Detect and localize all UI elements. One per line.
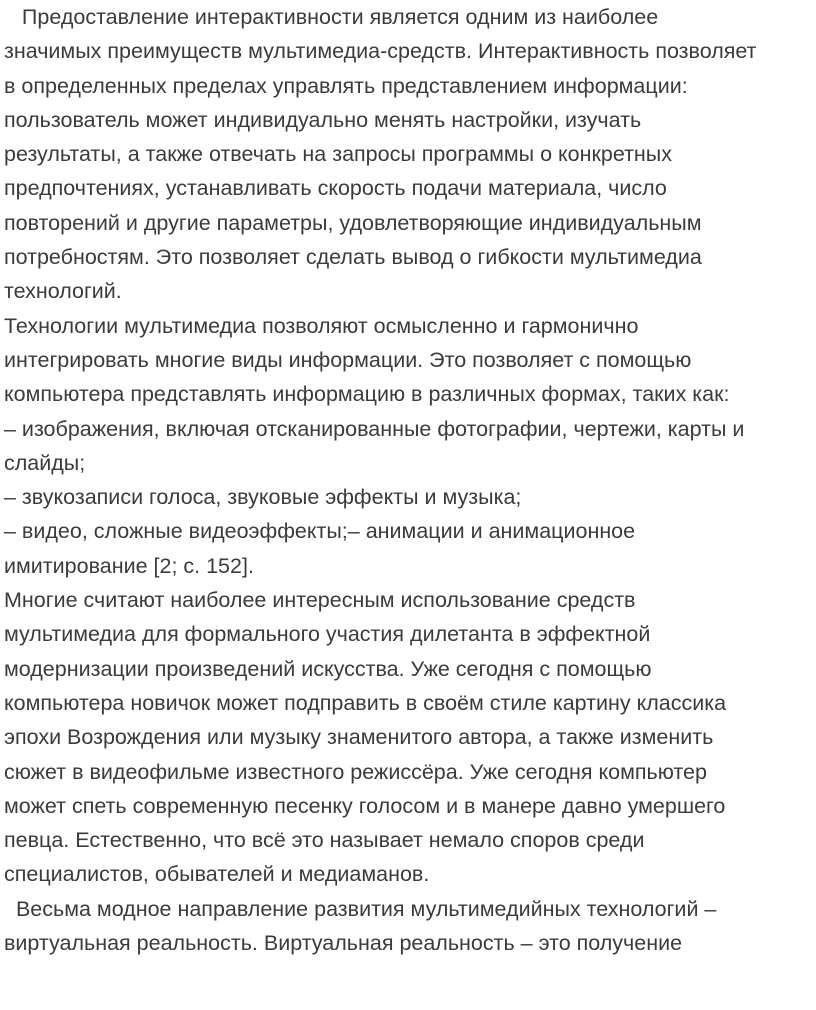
text-line-2: значимых преимуществ мультимедиа-средств. Интерактивность позволяет xyxy=(4,39,757,64)
text-line-9: технологий. xyxy=(4,279,122,304)
text-line-24: может спеть современную песенку голосом и в манере давно умершего xyxy=(4,793,726,818)
text-line-14: слайды; xyxy=(4,450,86,475)
text-line-6: предпочтениях, устанавливать скорость подачи материала, число xyxy=(4,176,667,201)
text-line-18: Многие считают наиболее интересным использование средств xyxy=(4,588,636,613)
text-line-20: модернизации произведений искусства. Уже сегодня с помощью xyxy=(4,656,652,681)
text-line-16: – видео, сложные видеоэффекты;– анимации и анимационное xyxy=(4,519,636,544)
text-line-12: компьютера представлять информацию в различных формах, таких как: xyxy=(4,382,730,407)
text-line-13: – изображения, включая отсканированные фотографии, чертежи, карты и xyxy=(4,416,745,441)
text-line-3: в определенных пределах управлять представлением информации: xyxy=(4,73,688,98)
text-line-7: повторений и другие параметры, удовлетворяющие индивидуальным xyxy=(4,210,702,235)
text-line-26: специалистов, обывателей и медиаманов. xyxy=(4,862,430,887)
text-line-23: сюжет в видеофильме известного режиссёра. Уже сегодня компьютер xyxy=(4,759,707,784)
text-line-15: – звукозаписи голоса, звуковые эффекты и музыка; xyxy=(4,485,522,510)
text-line-25: певца. Естественно, что всё это называет немало споров среди xyxy=(4,828,645,853)
text-line-21: компьютера новичок может подправить в своём стиле картину классика xyxy=(4,690,727,715)
text-line-22: эпохи Возрождения или музыку знаменитого автора, а также изменить xyxy=(4,725,714,750)
text-line-8: потребностям. Это позволяет сделать вывод о гибкости мультимедиа xyxy=(4,245,702,270)
text-line-27: Весьма модное направление развития мультимедийных технологий – xyxy=(4,896,717,921)
text-line-10: Технологии мультимедиа позволяют осмысленно и гармонично xyxy=(4,313,639,338)
text-line-19: мультимедиа для формального участия дилетанта в эффектной xyxy=(4,622,651,647)
text-line-11: интегрировать многие виды информации. Это позволяет с помощью xyxy=(4,347,692,372)
text-line-28: виртуальная реальность. Виртуальная реальность – это получение xyxy=(4,931,683,956)
text-line-5: результаты, а также отвечать на запросы программы о конкретных xyxy=(4,142,673,167)
document-body xyxy=(4,0,804,960)
text-line-4: пользователь может индивидуально менять настройки, изучать xyxy=(4,107,642,132)
text-line-1: Предоставление интерактивности является одним из наиболее xyxy=(4,5,659,29)
text-line-17: имитирование [2; с. 152]. xyxy=(4,553,254,578)
